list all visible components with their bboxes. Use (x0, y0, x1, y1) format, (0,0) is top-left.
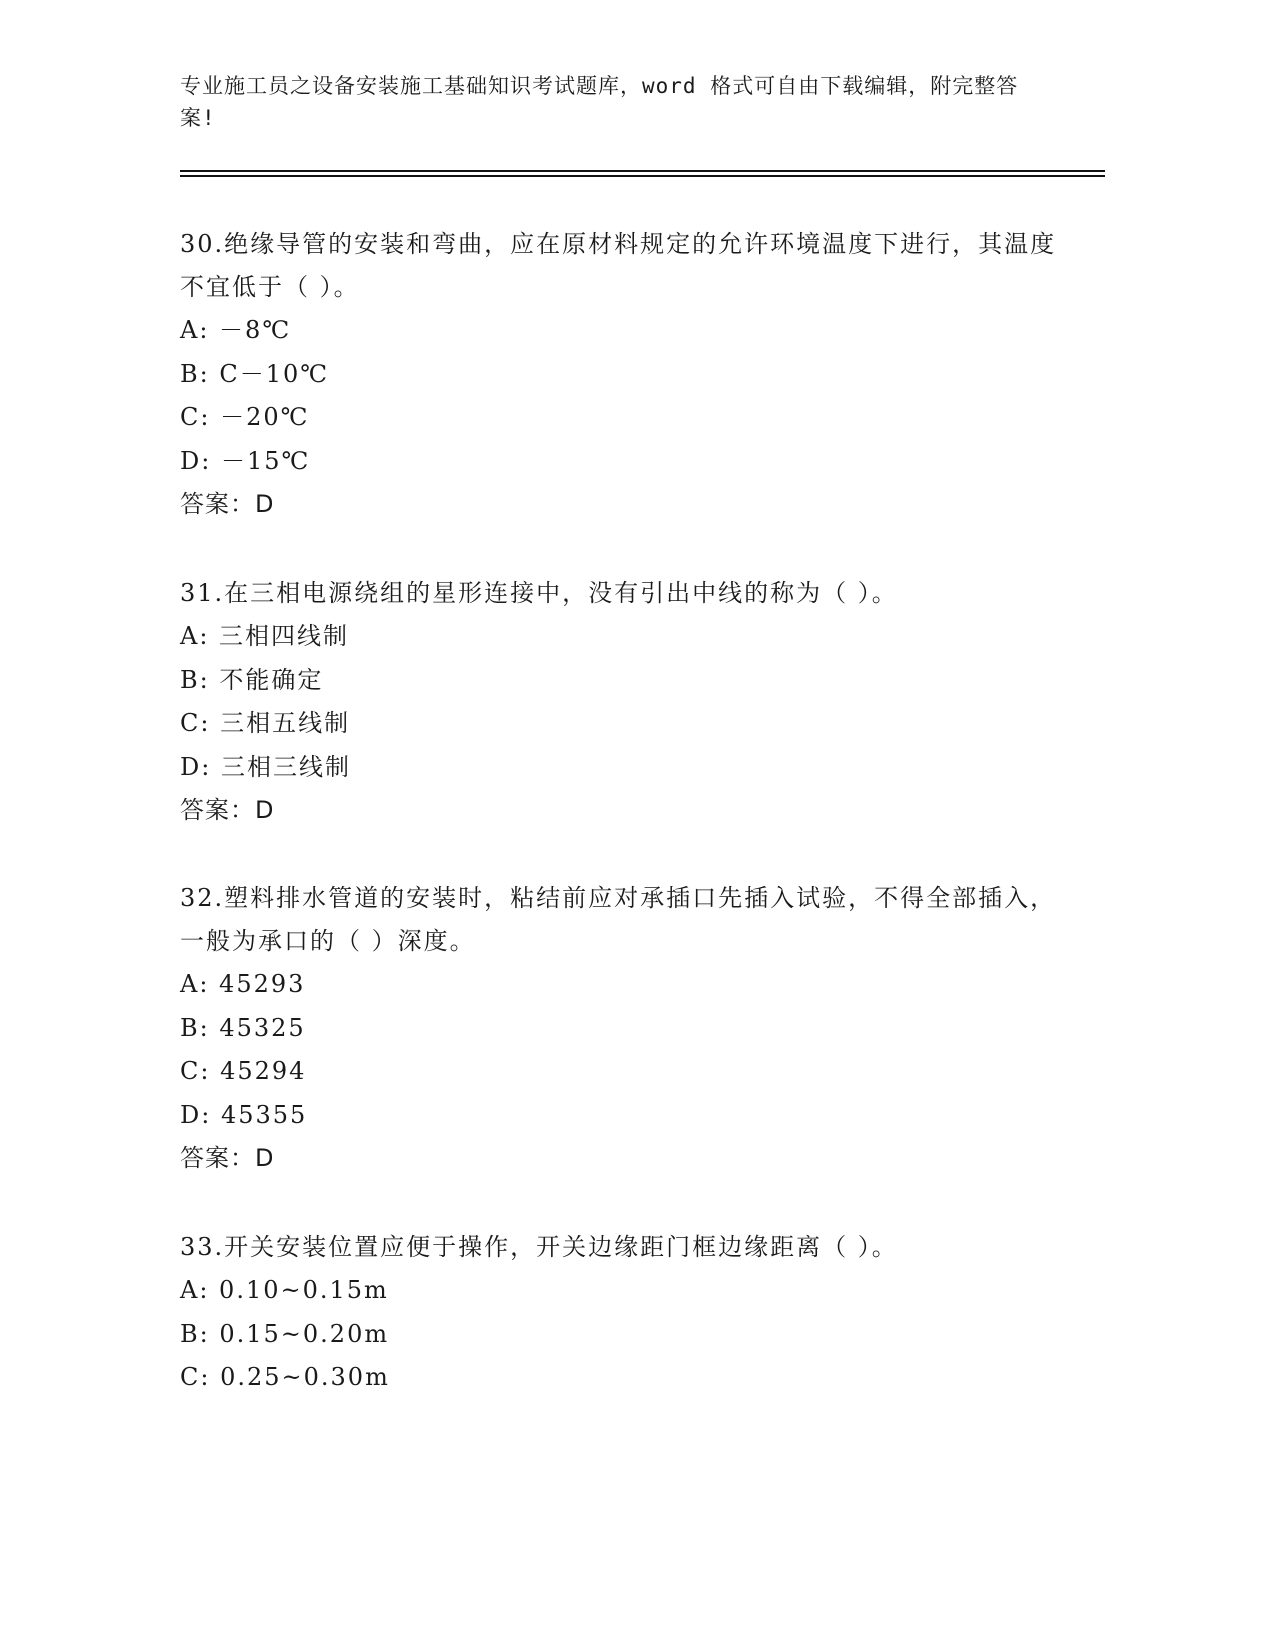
question-32 (180, 877, 1060, 1180)
question-30 (180, 223, 1060, 526)
document-header: 专业施工员之设备安装施工基础知识考试题库，word 格式可自由下载编辑，附完整答案! (180, 74, 1019, 130)
question-stem: 30.绝缘导管的安装和弯曲，应在原材料规定的允许环境温度下进行，其温度不宜低于（ ）。 (180, 230, 1057, 301)
question-stem: 33.开关安装位置应便于操作，开关边缘距门框边缘距离（ ）。 (180, 1233, 898, 1261)
option-c: C: 45294 (180, 1057, 307, 1085)
option-d: D: 45355 (180, 1100, 308, 1129)
option-b: B: 0.15~0.20m (180, 1319, 390, 1348)
option-a: A: －8℃ (180, 316, 292, 344)
answer: 答案：D (180, 490, 275, 518)
answer: 答案：D (180, 796, 275, 824)
option-c: C: 0.25~0.30m (180, 1363, 390, 1391)
option-c: C: －20℃ (180, 403, 310, 431)
option-a: A: 45293 (180, 970, 306, 998)
question-33 (180, 1226, 1060, 1400)
option-c: C: 三相五线制 (180, 709, 351, 737)
question-31 (180, 572, 1060, 832)
option-d: D: 三相三线制 (180, 752, 351, 781)
option-a: A: 三相四线制 (180, 622, 350, 650)
question-stem: 32.塑料排水管道的安装时，粘结前应对承插口先插入试验，不得全部插入，一般为承口的（ ）深度。 (180, 884, 1057, 955)
option-b: B: 不能确定 (180, 665, 324, 694)
option-a: A: 0.10~0.15m (180, 1276, 389, 1304)
question-stem: 31.在三相电源绕组的星形连接中，没有引出中线的称为（ ）。 (180, 579, 898, 607)
header-divider-top (180, 170, 1105, 172)
option-b: B: 45325 (180, 1013, 306, 1042)
option-d: D: －15℃ (180, 446, 311, 475)
header-divider-bottom (180, 175, 1105, 177)
option-b: B: C－10℃ (180, 359, 330, 388)
answer: 答案：D (180, 1144, 275, 1172)
